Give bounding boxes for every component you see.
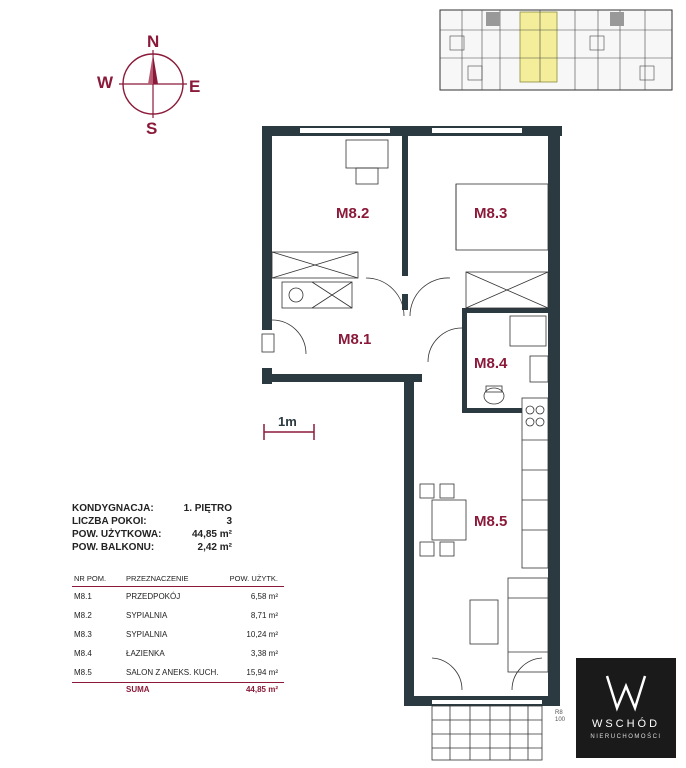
walls <box>262 126 562 706</box>
room-purpose: SYPIALNIA <box>126 630 168 639</box>
table-row <box>72 663 284 682</box>
room-area: 15,94 m² <box>246 668 278 677</box>
info-rooms-label: LICZBA POKOI: <box>72 516 147 527</box>
info-area-value: 44,85 m² <box>191 529 232 540</box>
room-area: 6,58 m² <box>250 592 278 601</box>
info-rooms-value: 3 <box>226 516 232 527</box>
w-logo-icon <box>604 672 648 712</box>
header-purpose: PRZEZNACZENIE <box>126 574 189 583</box>
info-balcony-label: POW. BALKONU: <box>72 542 155 553</box>
compass-west: W <box>97 73 114 92</box>
logo-subtitle: NIERUCHOMOŚCI <box>590 734 662 740</box>
table-row <box>72 644 284 663</box>
table-row <box>72 587 284 606</box>
room-area: 10,24 m² <box>246 630 278 639</box>
compass-rose <box>97 32 200 138</box>
room-table-header <box>72 572 284 587</box>
sum-value: 44,85 m² <box>245 685 278 694</box>
room-purpose: SALON Z ANEKS. KUCH. <box>126 668 219 677</box>
room-purpose: ŁAZIENKA <box>126 649 165 658</box>
sum-label: SUMA <box>126 685 150 694</box>
room-number: M8.4 <box>74 649 92 658</box>
plan-code-2: 100 <box>555 717 566 723</box>
scale-label: 1m <box>278 414 297 429</box>
room-purpose: SYPIALNIA <box>126 611 168 620</box>
info-area-label: POW. UŻYTKOWA: <box>72 529 162 540</box>
compass-north: N <box>147 32 160 51</box>
header-area: POW. UŻYTK. <box>229 574 278 583</box>
room-label-m82: M8.2 <box>336 205 370 222</box>
room-purpose: PRZEDPOKÓJ <box>126 592 181 601</box>
company-logo <box>576 658 676 758</box>
room-number: M8.5 <box>74 668 92 677</box>
compass-south: S <box>146 119 158 138</box>
logo-brand: WSCHÓD <box>591 718 661 730</box>
room-label-m84: M8.4 <box>474 355 508 372</box>
apartment-info <box>72 502 232 554</box>
plan-code-1: R8 <box>555 710 563 716</box>
room-label-m83: M8.3 <box>474 205 508 222</box>
room-number: M8.3 <box>74 630 92 639</box>
key-plan <box>440 10 672 90</box>
room-area: 3,38 m² <box>250 649 278 658</box>
compass-east: E <box>189 77 201 96</box>
info-balcony-value: 2,42 m² <box>197 542 232 553</box>
room-label-m85: M8.5 <box>474 513 508 530</box>
room-label-m81: M8.1 <box>338 331 372 348</box>
room-table <box>72 572 284 697</box>
table-row <box>72 606 284 625</box>
room-number: M8.1 <box>74 592 92 601</box>
room-number: M8.2 <box>74 611 92 620</box>
table-row <box>72 625 284 644</box>
room-area: 8,71 m² <box>250 611 278 620</box>
header-number: NR POM. <box>74 574 107 583</box>
scale-bar <box>264 414 314 440</box>
info-floor-value: 1. PIĘTRO <box>183 503 232 514</box>
info-floor-label: KONDYGNACJA: <box>72 503 154 514</box>
table-sum-row <box>72 682 284 697</box>
